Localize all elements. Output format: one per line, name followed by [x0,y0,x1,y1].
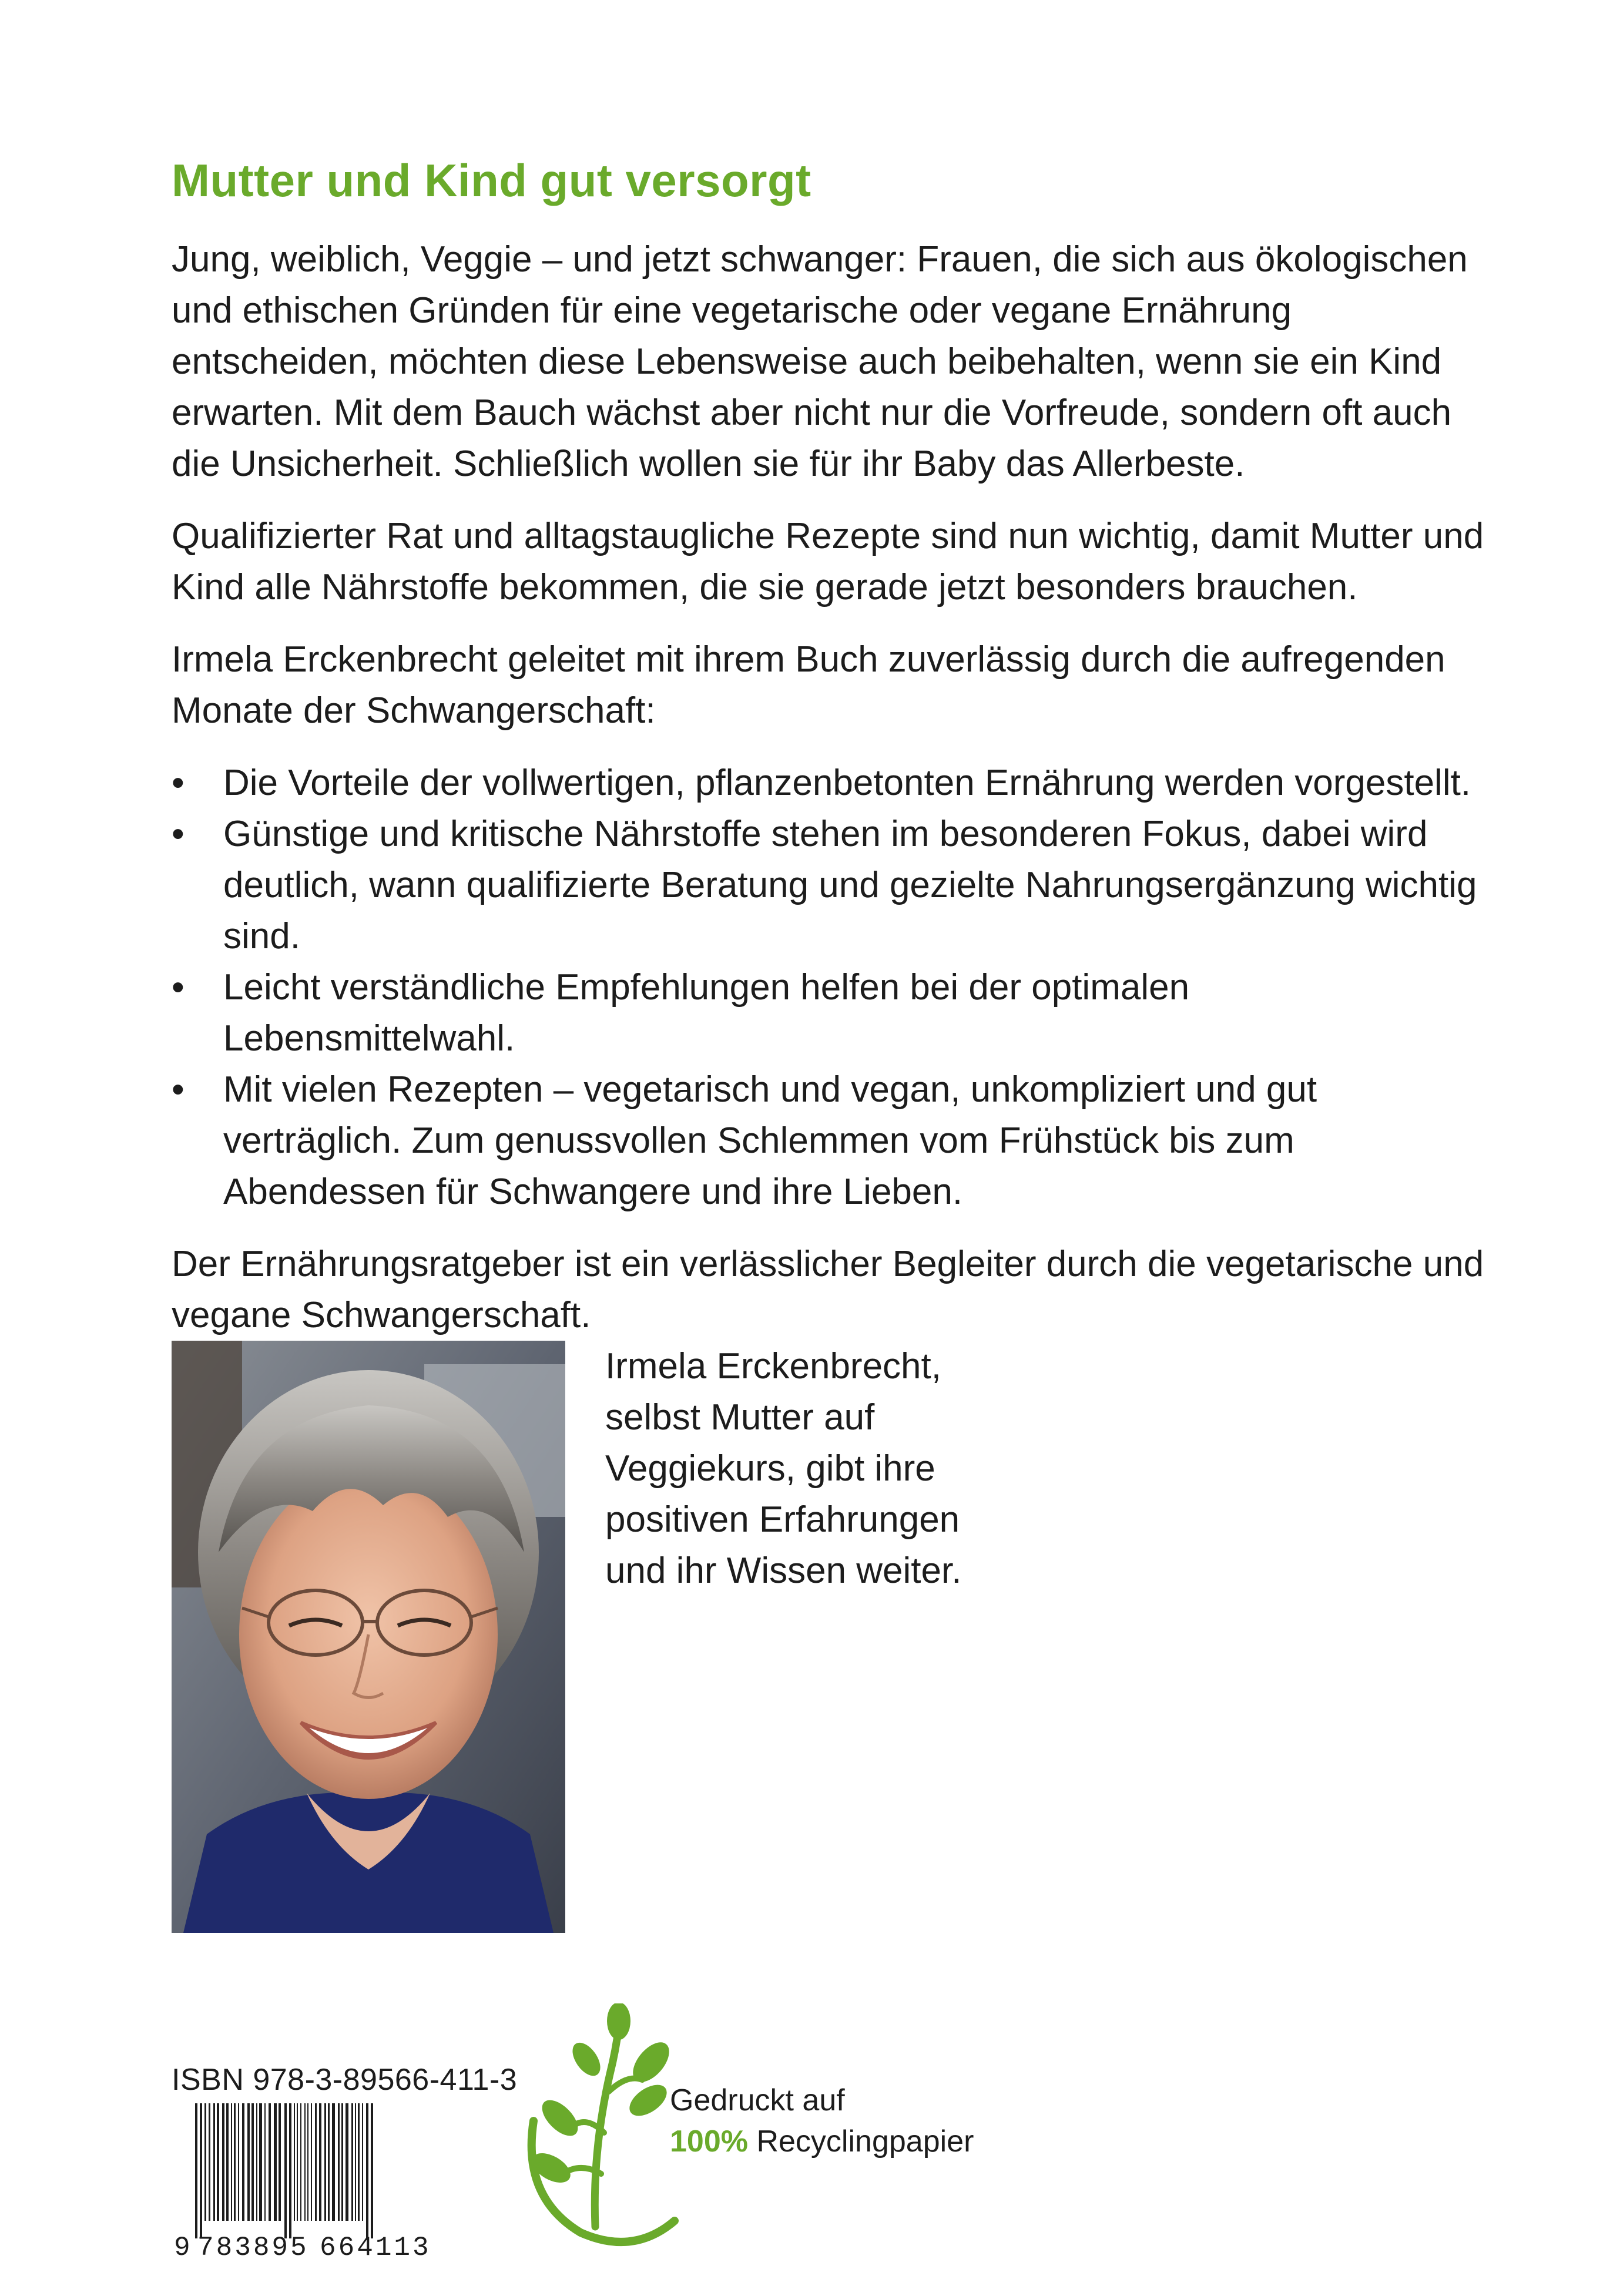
author-photo [172,1341,565,1933]
barcode-bar [307,2103,308,2221]
barcode-bar [226,2103,229,2221]
barcode-bar [213,2103,215,2221]
barcode-bar [341,2103,343,2221]
isbn-label: ISBN 978-3-89566-411-3 [172,2063,518,2097]
paragraph-author-intro: Irmela Erckenbrecht geleitet mit ihrem Buch zuverlässig durch die aufregenden Monate der Schwangerschaft: [172,639,1445,731]
barcode-bar [366,2103,368,2238]
barcode-bar [351,2103,353,2221]
barcode-bar [264,2103,266,2221]
barcode-bar [274,2103,277,2221]
barcode-bar [259,2103,262,2221]
feature-list [172,757,1488,1217]
barcode-bar [324,2103,326,2221]
paragraph-closing: Der Ernährungsratgeber ist ein verlässlicher Begleiter durch die vegetarische und vegane Schwangerschaft. [172,1244,1484,1335]
barcode-bar [247,2103,250,2221]
barcode-bar [234,2103,236,2221]
page-heading: Mutter und Kind gut versorgt [172,155,811,206]
barcode-bar [242,2103,244,2221]
barcode-bar [238,2103,239,2221]
paragraph-advice: Qualifizierter Rat und alltagstaugliche Rezepte sind nun wichtig, damit Mutter und Kind alle Nährstoffe bekommen, die sie gerade jetzt besonders brauchen. [172,516,1484,607]
recycling-note-line1: Gedruckt auf [670,2083,845,2117]
barcode-bar [304,2103,306,2221]
barcode-bar [346,2103,348,2221]
author-bio-line: Veggiekurs, gibt ihre [605,1448,935,1489]
author-bio [605,1341,1017,1596]
barcode-bar [269,2103,271,2221]
recycling-note-rest: Recyclingpapier [748,2124,974,2159]
barcode-bar [338,2103,340,2221]
list-item: • Die Vorteile der vollwertigen, pflanzenbetonten Ernährung werden vorgestellt. [172,757,1488,808]
recycling-percent: 100% [670,2124,748,2159]
barcode-bar [217,2103,219,2221]
barcode-bar [319,2103,321,2221]
barcode-bar [200,2103,202,2238]
author-bio-line: selbst Mutter auf [605,1397,875,1438]
recycling-note [670,2080,974,2162]
barcode-bar [371,2103,373,2238]
author-bio-line: positiven Erfahrungen [605,1499,960,1540]
barcode-bar [297,2103,298,2221]
barcode-bar [279,2103,281,2221]
barcode-bar [256,2103,257,2221]
barcode-digit-first: 9 [174,2233,190,2261]
barcode-bar [294,2103,295,2221]
barcode-bar [195,2103,197,2238]
barcode-bar [209,2103,210,2221]
barcode-digits-left: 783895 [197,2233,309,2261]
barcode-bar [315,2103,317,2221]
recycling-note-line2 [670,2121,974,2162]
author-bio-line: Irmela Erckenbrecht, [605,1346,941,1387]
barcode-bar [358,2103,360,2221]
barcode-bar [300,2103,301,2221]
barcode-bar [311,2103,312,2221]
barcode-icon [172,2103,448,2261]
barcode-digits-right: 664113 [320,2233,431,2261]
barcode-bar [362,2103,363,2221]
barcode-bar [222,2103,224,2221]
description-text [172,234,1488,1362]
list-item: • Leicht verständliche Empfehlungen helfen bei der optimalen Lebensmittelwahl. [172,962,1488,1064]
barcode-bar [231,2103,232,2221]
barcode-bar [289,2103,291,2238]
barcode-bar [204,2103,206,2221]
barcode-bar [332,2103,335,2221]
plant-sprout-icon [516,2003,686,2250]
author-bio-line: und ihr Wissen weiter. [605,1550,962,1591]
list-item: • Günstige und kritische Nährstoffe stehen im besonderen Fokus, dabei wird deutlich, wann qualifizierte Beratung und gezielte Nahrungsergänzung wichtig sind. [172,808,1488,962]
barcode-bar [328,2103,330,2221]
barcode-bar [284,2103,287,2238]
list-item: • Mit vielen Rezepten – vegetarisch und vegan, unkompliziert und gut verträglich. Zum genussvollen Schlemmen vom Frühstück bis zum Abendessen für Schwangere und ihre Lieben. [172,1064,1488,1217]
paragraph-intro: Jung, weiblich, Veggie – und jetzt schwanger: Frauen, die sich aus ökologischen und ethischen Gründen für eine vegetarische oder vegane Ernährung entscheiden, möchten diese Lebensweise auch beibehalten, wenn sie ein Kind erwarten. Mit dem Bauch wächst aber nicht nur die Vorfreude, sondern oft auch die Unsicherheit. Schließlich wollen sie für ihr Baby das Allerbeste. [172,239,1468,484]
barcode-bar [251,2103,254,2221]
barcode-bar [355,2103,356,2221]
